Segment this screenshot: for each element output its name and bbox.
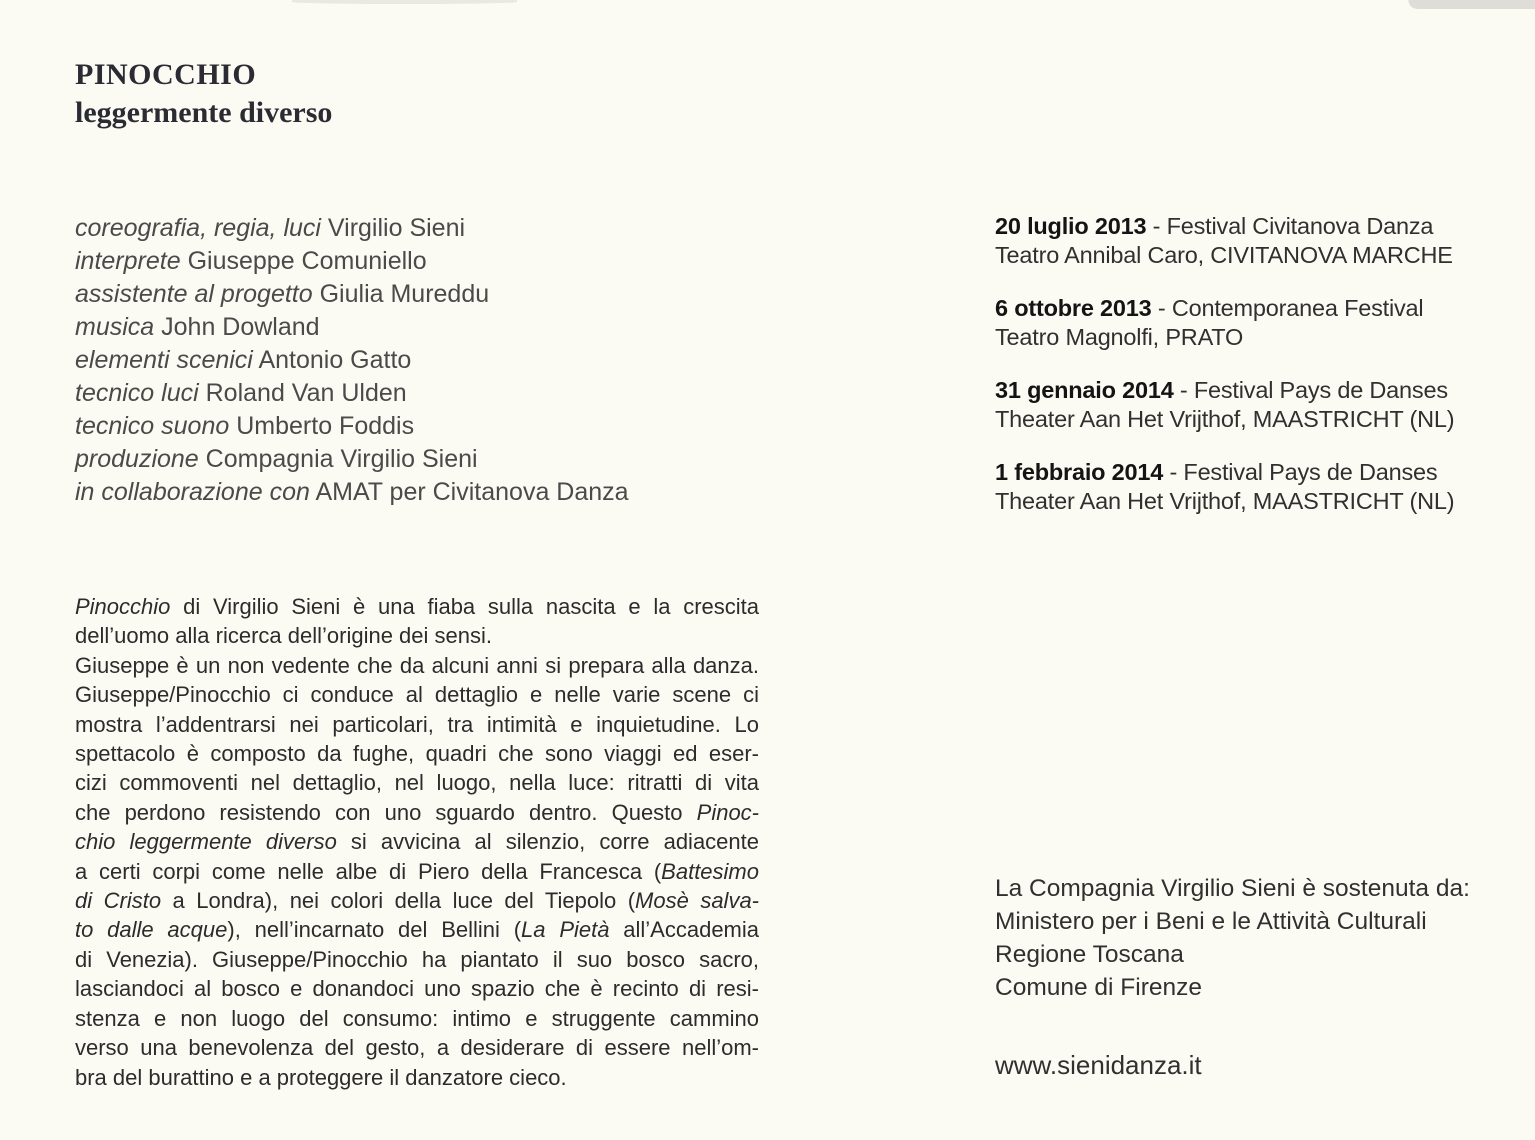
- credit-role: musica: [75, 313, 155, 341]
- date-line: [995, 294, 1454, 323]
- body-line: [75, 592, 759, 621]
- date-text: 20 luglio 2013: [995, 213, 1147, 239]
- text-segment: La Pietà: [521, 917, 610, 943]
- text-segment: Giuseppe/Pinocchio ci conduce al dettaglio e nelle varie scene ci: [75, 682, 759, 708]
- support-block: [995, 872, 1470, 1004]
- date-line: [995, 376, 1454, 405]
- credit-line: [75, 212, 629, 245]
- text-segment: che perdono resistendo con uno sguardo dentro. Questo: [75, 799, 697, 825]
- text-segment: si avvicina al silenzio, corre adiacente: [336, 829, 759, 855]
- body-line: [75, 651, 759, 680]
- credit-line: [75, 311, 629, 344]
- credit-role: assistente al progetto: [75, 280, 313, 308]
- text-segment: dell’uomo alla ricerca dell’origine dei sensi.: [75, 623, 492, 649]
- festival-text: - Contemporanea Festival: [1151, 295, 1424, 321]
- credit-name: AMAT per Civitanova Danza: [315, 478, 629, 506]
- date-text: 1 febbraio 2014: [995, 459, 1164, 485]
- text-segment: di Virgilio Sieni è una fiaba sulla nascita e la crescita: [170, 594, 759, 619]
- body-line: [75, 621, 759, 650]
- festival-text: - Festival Pays de Danses: [1173, 377, 1448, 403]
- date-line: [995, 458, 1454, 487]
- credit-role: tecnico luci: [75, 379, 199, 407]
- body-line: [75, 739, 759, 768]
- date-block: [995, 212, 1454, 270]
- date-block: [995, 376, 1454, 434]
- credit-name: John Dowland: [161, 313, 320, 341]
- venue-text: Teatro Annibal Caro, CIVITANOVA MARCHE: [995, 242, 1453, 268]
- credit-role: tecnico suono: [75, 412, 230, 440]
- text-segment: Pinocchio: [75, 594, 171, 619]
- body-line: [75, 886, 759, 915]
- date-block: [995, 294, 1454, 352]
- date-text: 31 gennaio 2014: [995, 377, 1174, 403]
- credit-role: produzione: [75, 445, 199, 473]
- credit-line: [75, 410, 629, 443]
- body-line: [75, 974, 759, 1003]
- body-line: [75, 768, 759, 797]
- text-segment: Pinoc-: [696, 799, 759, 825]
- body-line: [75, 798, 759, 827]
- body-line: [75, 827, 759, 856]
- text-segment: Mosè salva-: [635, 888, 759, 914]
- text-segment: a Londra), nei colori della luce del Tiepolo (: [161, 888, 636, 914]
- body-line: [75, 1004, 759, 1033]
- text-segment: lasciandoci al bosco e donandoci uno spazio che è recinto di resi-: [75, 976, 759, 1002]
- date-line: [995, 212, 1454, 241]
- credit-line: [75, 476, 629, 509]
- description-paragraph: [75, 592, 759, 1092]
- credit-role: in collaborazione con: [75, 478, 310, 506]
- text-segment: to dalle acque: [75, 917, 228, 943]
- credit-name: Compagnia Virgilio Sieni: [205, 445, 478, 473]
- text-segment: cizi commoventi nel dettaglio, nel luogo, nella luce: ritratti di vita: [75, 770, 759, 796]
- venue-text: Theater Aan Het Vrijthof, MAASTRICHT (NL): [995, 488, 1455, 514]
- website-text: www.sienidanza.it: [995, 1050, 1202, 1080]
- body-line: [75, 945, 759, 974]
- credit-name: Umberto Foddis: [236, 412, 415, 440]
- body-line: [75, 680, 759, 709]
- credit-line: [75, 443, 629, 476]
- text-segment: spettacolo è composto da fughe, quadri che sono viaggi ed eser-: [75, 741, 759, 767]
- text-segment: Battesimo: [661, 858, 759, 884]
- body-line: [75, 710, 759, 739]
- credit-line: [75, 344, 629, 377]
- body-line: [75, 915, 759, 944]
- text-segment: verso una benevolenza del gesto, a desiderare di essere nell’om-: [75, 1035, 759, 1061]
- credits-list: [75, 212, 629, 509]
- festival-text: - Festival Pays de Danses: [1163, 459, 1438, 485]
- body-line: [75, 857, 759, 886]
- festival-text: - Festival Civitanova Danza: [1146, 213, 1434, 239]
- text-segment: all’Accademia: [609, 917, 759, 943]
- text-segment: di Cristo: [75, 888, 162, 914]
- credit-line: [75, 278, 629, 311]
- body-line: [75, 1063, 759, 1092]
- text-segment: di Venezia). Giuseppe/Pinocchio ha piantato il suo bosco sacro,: [75, 946, 759, 972]
- credit-role: elementi scenici: [75, 346, 253, 374]
- page-title: PINOCCHIO: [75, 58, 257, 91]
- text-segment: stenza e non luogo del consumo: intimo e struggente cammino: [75, 1005, 759, 1031]
- support-line: Regione Toscana: [995, 941, 1184, 968]
- scan-artifact: [292, 0, 517, 4]
- text-segment: bra del burattino e a proteggere il danzatore cieco.: [75, 1064, 567, 1090]
- text-segment: Giuseppe è un non vedente che da alcuni anni si prepara alla danza.: [75, 652, 759, 678]
- credit-name: Roland Van Ulden: [205, 379, 407, 407]
- venue-text: Teatro Magnolfi, PRATO: [995, 324, 1244, 350]
- credit-line: [75, 245, 629, 278]
- page-subtitle: leggermente diverso: [75, 96, 333, 129]
- credit-name: Virgilio Sieni: [327, 214, 466, 242]
- credit-name: Giulia Mureddu: [319, 280, 490, 308]
- credit-role: interprete: [75, 247, 181, 275]
- text-segment: chio leggermente diverso: [75, 829, 337, 855]
- credit-role: coreografia, regia, luci: [75, 214, 321, 242]
- text-segment: a certi corpi come nelle albe di Piero della Francesca (: [75, 858, 662, 884]
- dates-list: [995, 212, 1454, 540]
- date-block: [995, 458, 1454, 516]
- credit-name: Antonio Gatto: [258, 346, 412, 374]
- title-block: [75, 56, 332, 132]
- credit-line: [75, 377, 629, 410]
- text-segment: mostra l’addentrarsi nei particolari, tra intimità e inquietudine. Lo: [75, 711, 759, 737]
- support-line: Comune di Firenze: [995, 974, 1202, 1001]
- venue-text: Theater Aan Het Vrijthof, MAASTRICHT (NL): [995, 406, 1455, 432]
- scan-artifact: [1405, 0, 1535, 9]
- support-line: Ministero per i Beni e le Attività Culturali: [995, 908, 1427, 935]
- date-text: 6 ottobre 2013: [995, 295, 1152, 321]
- text-segment: ), nell’incarnato del Bellini (: [227, 917, 522, 943]
- credit-name: Giuseppe Comuniello: [187, 247, 427, 275]
- support-line: La Compagnia Virgilio Sieni è sostenuta da:: [995, 875, 1470, 902]
- body-line: [75, 1033, 759, 1062]
